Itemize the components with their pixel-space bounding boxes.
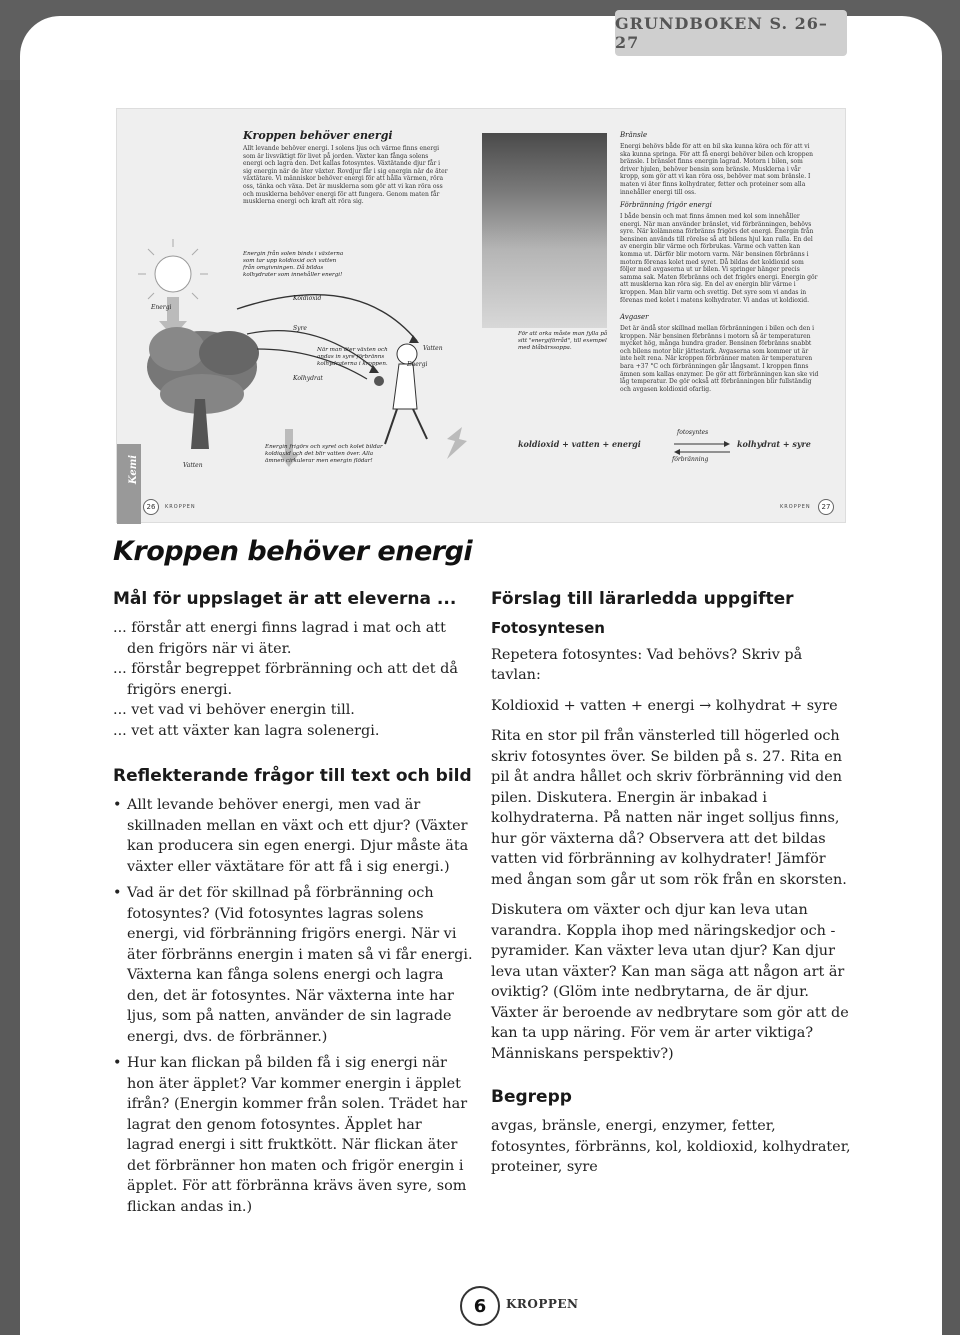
begrepp-heading: Begrepp [491,1087,572,1107]
footer-section: KROPPEN [506,1297,579,1311]
fotosyntes-heading: Fotosyntesen [491,619,605,637]
question-item: • Vad är det för skillnad på förbränning och fotosyntes? (Vid fotosyntes lagras solens energi, vid förbränning frigörs energi. När vi äter förbränns energin i maten så vi får energi. Växterna kan fånga solens energi och lagra den, det är fotosyntes. När växterna inte har ljus, som på natten, använder de sin lagrade energi, dvs. de förbränner.) [113,883,473,1047]
label-vatten-right: Vatten [423,345,443,352]
text-avgaser: Det är ändå stor skillnad mellan förbränningen i bilen och den i kroppen. När bensinen förbränns i motorn så är temperaturen mycket hög, många hundra grader. Bensinen förbränns snabbt och bilens motor blir jättestark. Avgaserna som kommer ut är inte helt rena. När kroppen förbränner maten är temperaturen bara +37 °C och förbränningen går långsamt. I kroppen finns ämnen som kallas enzymer. De gör att förbränningen kan ske vid låg temperatur. De gör också att förbränningen blir fullständig och avgasen koldioxid ofarlig. [620,325,819,393]
tree-illustration [147,327,259,449]
spread-left-page [117,109,482,524]
label-syre: Syre [293,325,307,332]
fotosyntes-arrow-task: Rita en stor pil från vänsterled till högerled och skriv fotosyntes över. Se bilden på s. 27. Rita en pil åt andra hållet och skriv förbränning vid den pilen. Diskutera. Energin är inbakad i kolhydraterna. På natten när inget solljus finns, hur gör växterna då? Observera att det bildas vatten vid förbränning av kolhydrater! Jämför med ångan som går ut som rök från en skorsten. [491,728,847,888]
question-item: • Hur kan flickan på bilden få i sig energi när hon äter äpplet? Var kommer energin i äpplet ifrån? (Energin kommer från solen. Trädet har lagrat den genom fotosyntes. Äpplet har lagrad energi i sitt fruktkött. När flickan äter det förbränner hon maten och frigör energin i äpplet. För att förbränna krävs även syre, som flickan andas in.) [113,1053,473,1217]
energi-arrow-right [447,427,467,459]
heading-forbranning: Förbränning frigör energi [620,201,712,209]
spread-caption-sun: Energin från solen binds i växterna som tar upp koldioxid och vatten från omgivningen. Då bildas kolhydrater som innehåller energi! [243,251,344,278]
heading-avgaser: Avgaser [620,313,649,321]
spread-page-left-number: 26 [143,499,159,515]
equation-forbranning: förbränning [672,456,709,463]
spread-title: Kroppen behöver energi [243,129,393,142]
spread-page-left-word: KROPPEN [165,504,196,510]
header-tab [615,10,847,56]
label-vatten-bottom: Vatten [183,462,203,469]
equation-fotosyntes: fotosyntes [677,429,709,436]
goals-heading: Mål för uppslaget är att eleverna ... [113,589,457,609]
spread-right-page [482,109,847,524]
label-energi-right: Energi [407,361,428,368]
goal-item: ... vet vad vi behöver energin till. [113,702,355,718]
photo-caption: För att orka måste man fylla på sitt "energiförråd", till exempel med blåbärssoppa. [518,331,608,351]
page-number: 6 [460,1286,500,1326]
goal-item: ... vet att växter kan lagra solenergi. [113,722,380,739]
label-kolhydrat: Kolhydrat [293,375,323,382]
fotosyntes-discussion: Diskutera om växter och djur kan leva utan varandra. Koppla ihop med näringskedjor och -pyramider. Kan växter leva utan djur? Kan djur leva utan växter? Kan man säga att någon art är oviktig? (Glöm inte nedbrytarna, de är djur. Växter är beroende av nedbrytare som gör att de kan ta upp näring. För vem är arter viktiga? Människans perspektiv?) [491,902,849,1062]
label-energi: Energi [151,304,172,311]
text-forbranning: I både bensin och mat finns ämnen med kol som innehåller energi. När man använder bränslet, vid förbränningen, behövs syre. När kolämnena förbränns frigörs det energi. Energin från bensinen används till rörelse så att bilens hjul kan rulla. En del av energin blir värme och förbrukas. Värme och vatten kan komma ut. Därför blir motorn varm. När bensinen förbränns i motorn förenas kolet med syret. Då bildas det koldioxid som följer med avgaserna ut ur bilen. Vi springer hänger precis samma sak. Maten förbränns och det frigörs energi. Energin gör att musklerna kan röra sig. En del av energin blir värme i kroppen. Man blir varm och svettig. Det syre som vi andas in förenas med kolet i matens kolhydrater. Vi andas ut koldioxid. [620,213,818,304]
text-bransle: Energi behövs både för att en bil ska kunna köra och för att vi ska kunna springa. För att få energi behöver bilen och kroppen bränsle. I bränslet finns energin lagrad. Motorn i bilen, som driver hjulen, behöver bensin som bränsle. Musklerna i vår kropp, som gör att vi kan röra oss, behöver mat som bränsle. I maten vi äter finns kolhydrater, fetter och proteiner som alla innehåller energi till oss. [620,143,813,196]
question-item: • Allt levande behöver energi, men vad är skillnaden mellan en växt och ett djur? (Växter kan producera sin egen energi. Djur måste äta växter eller växtätare för att få i sig energi.) [113,795,473,877]
spread-page-right-word: KROPPEN [780,504,811,510]
koldioxid-arc [237,295,417,341]
kemi-label: Kemi [128,454,140,485]
heading-bransle: Bränsle [620,131,648,139]
right-column [491,588,851,1178]
spread-caption-bottom: Energin frigörs och syret och kolet bildar koldioxid och det blir vatten över. Alla ämnen cirkulerar men energin flödar! [265,444,383,464]
page-title: Kroppen behöver energi [113,536,473,567]
equation-left: koldioxid + vatten + energi [518,439,641,449]
spread-page-right-number: 27 [818,499,834,515]
goal-item: ... förstår att energi finns lagrad i mat och att den frigörs när vi äter. [113,620,446,657]
tasks-heading: Förslag till lärarledda uppgifter [491,589,794,609]
spread-intro: Allt levande behöver energi. I solens ljus och värme finns energi som är livsviktigt för livet på jorden. Växter kan fånga solens energi och lagra den. Det kallas fotosyntes. Växtätande djur får i sig energin när de äter växter. Rovdjur får i sig energin när de äter växtätare. Vi människor behöver energi för att hålla värmen, röra oss, tänka och växa. Det är musklerna som gör att vi kan röra oss och musklerna behöver energi för att fungera. Genom maten får musklerna energi och kraft att röra sig. [243,145,448,206]
begrepp-text: avgas, bränsle, energi, enzymer, fetter, fotosyntes, förbränns, kol, koldioxid, kolhydrater, proteiner, syre [491,1118,851,1175]
fotosyntes-equation: Koldioxid + vatten + energi → kolhydrat + syre [491,697,838,714]
label-koldioxid: Koldioxid [293,295,322,302]
left-column [113,588,473,1223]
fotosyntes-intro: Repetera fotosyntes: Vad behövs? Skriv på tavlan: [491,646,803,683]
goal-item: ... förstår begreppet förbränning och att det då frigörs energi. [113,661,458,698]
kemi-strip [117,444,141,524]
equation-right: kolhydrat + syre [737,439,811,449]
questions-heading: Reflekterande frågor till text och bild [113,766,472,786]
spread-thumbnail [116,108,846,523]
skier-photo [482,133,607,328]
spread-caption-girl: När man äter växten och andas in syre förbränns kolhydraterna i kroppen. [317,347,388,367]
header-tab-label: GRUNDBOKEN S. 26–27 [615,14,828,52]
